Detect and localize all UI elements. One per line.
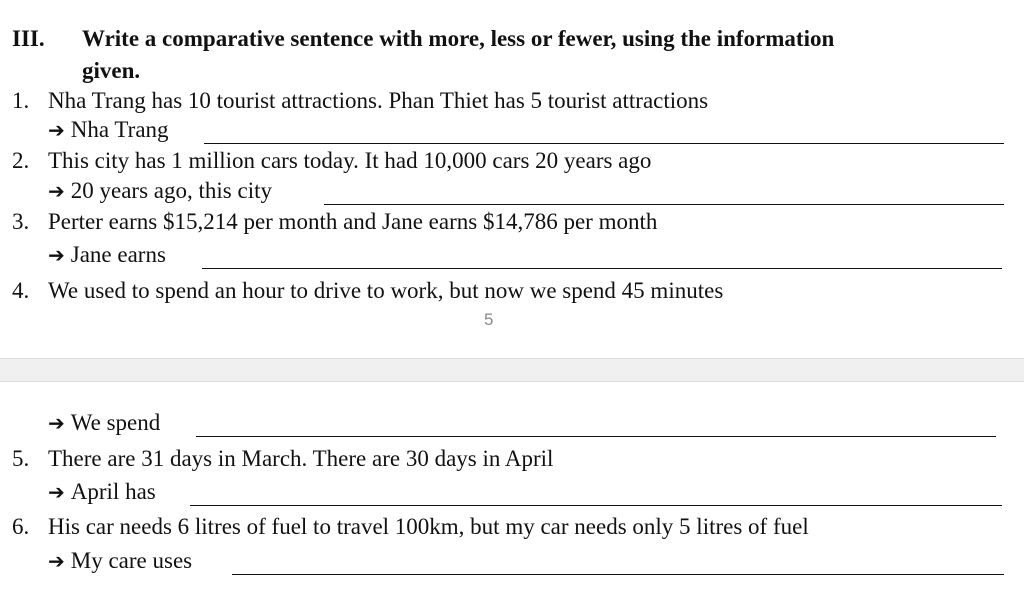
answer-blank[interactable] (196, 436, 996, 437)
item-number: 3. (12, 209, 30, 234)
arrow-right-icon: ➔ (48, 411, 65, 435)
answer-prefix: April has (70, 479, 156, 504)
arrow-right-icon: ➔ (48, 118, 65, 142)
item-answer-line (48, 242, 166, 268)
page-number: 5 (484, 310, 494, 329)
section-number: III. (12, 26, 45, 51)
item-question: We used to spend an hour to drive to work, but now we spend 45 minutes (48, 278, 724, 303)
item-answer-line (48, 548, 192, 574)
item-question: This city has 1 million cars today. It had 10,000 cars 20 years ago (48, 148, 652, 173)
item-number: 4. (12, 278, 30, 303)
answer-prefix: We spend (70, 410, 161, 435)
item-number: 6. (12, 514, 30, 539)
item-answer-line (48, 479, 156, 505)
item-question: There are 31 days in March. There are 30 days in April (48, 446, 554, 471)
item-question: Nha Trang has 10 tourist attractions. Phan Thiet has 5 tourist attractions (48, 88, 709, 113)
item-number: 5. (12, 446, 30, 471)
item-answer-line (48, 117, 169, 143)
arrow-right-icon: ➔ (48, 179, 65, 203)
item-question: His car needs 6 litres of fuel to travel 100km, but my car needs only 5 litres of fuel (48, 514, 809, 539)
arrow-right-icon: ➔ (48, 480, 65, 504)
item-number: 1. (12, 88, 30, 113)
section-title: Write a comparative sentence with more, less or fewer, using the information (82, 26, 835, 51)
arrow-right-icon: ➔ (48, 549, 65, 573)
item-number: 2. (12, 148, 30, 173)
answer-prefix: My care uses (70, 548, 193, 573)
answer-blank[interactable] (324, 204, 1004, 205)
page-break (0, 358, 1024, 382)
answer-prefix: 20 years ago, this city (70, 178, 272, 203)
item-question: Perter earns $15,214 per month and Jane earns $14,786 per month (48, 209, 658, 234)
answer-blank[interactable] (232, 574, 1004, 575)
arrow-right-icon: ➔ (48, 243, 65, 267)
item-answer-line (48, 410, 160, 436)
section-title-continued: given. (82, 58, 141, 83)
answer-prefix: Jane earns (70, 242, 166, 267)
answer-prefix: Nha Trang (70, 117, 169, 142)
answer-blank[interactable] (204, 143, 1004, 144)
answer-blank[interactable] (202, 268, 1002, 269)
answer-blank[interactable] (190, 505, 1002, 506)
item-answer-line (48, 178, 272, 204)
